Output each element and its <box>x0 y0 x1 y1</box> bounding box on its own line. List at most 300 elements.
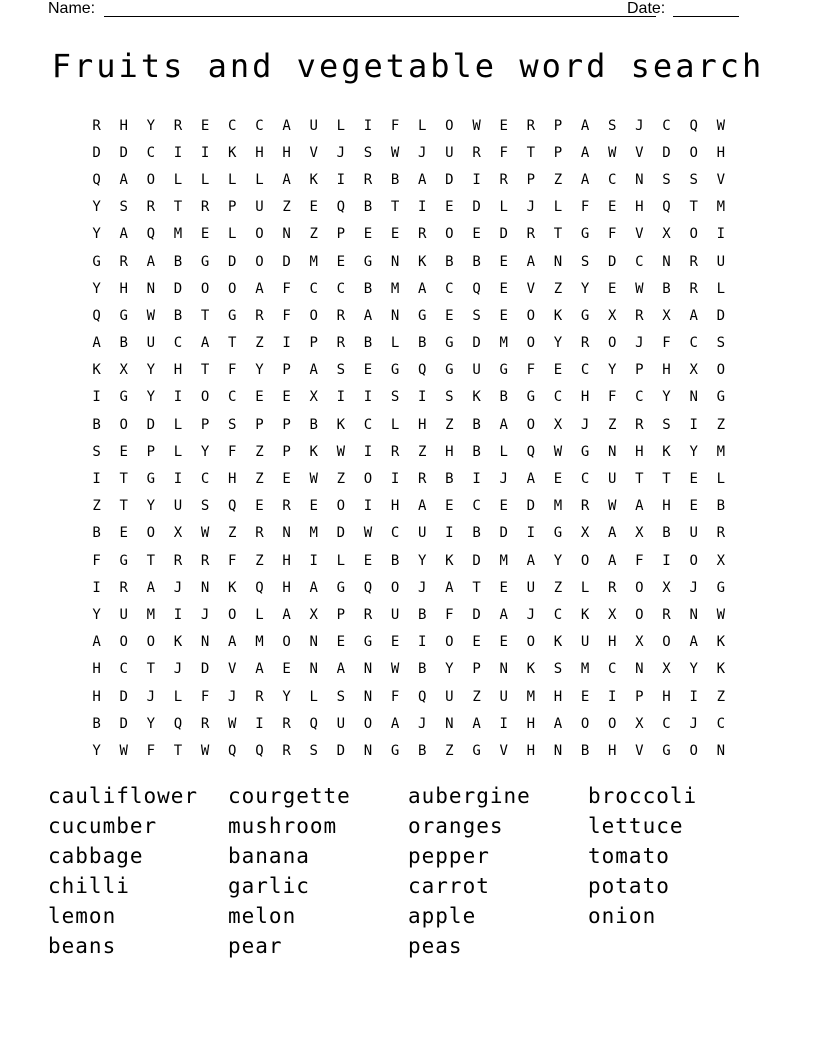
grid-letter: C <box>228 389 237 406</box>
grid-letter: H <box>418 416 427 433</box>
grid-letter: A <box>580 171 590 188</box>
grid-letter: I <box>173 144 183 161</box>
grid-letter: I <box>499 715 508 732</box>
grid-letter: C <box>553 389 563 406</box>
grid-letter: H <box>635 443 644 460</box>
grid-letter: T <box>228 335 237 352</box>
grid-letter: H <box>526 742 536 759</box>
grid-letter: G <box>146 471 156 488</box>
grid-letter: F <box>499 144 508 161</box>
grid-letter: Z <box>255 471 264 488</box>
grid-letter: C <box>146 144 156 161</box>
grid-letter: B <box>472 253 481 270</box>
date-label: Date: <box>627 0 666 17</box>
grid-letter: U <box>445 144 454 161</box>
grid-letter: Z <box>418 443 427 460</box>
grid-letter: N <box>309 661 318 678</box>
grid-letter: R <box>146 199 156 216</box>
grid-letter: O <box>526 335 536 352</box>
grid-letter: F <box>608 226 617 243</box>
grid-letter: S <box>580 253 590 270</box>
grid-letter: I <box>608 688 617 705</box>
grid-letter: E <box>390 634 400 651</box>
grid-letter: D <box>472 606 481 623</box>
grid-letter: M <box>146 606 156 623</box>
grid-letter: N <box>499 661 508 678</box>
grid-letter: P <box>255 416 264 433</box>
grid-letter: Z <box>716 416 726 433</box>
grid-letter: E <box>608 280 617 297</box>
grid-letter: X <box>608 606 617 623</box>
grid-letter: C <box>119 661 128 678</box>
grid-letter: X <box>662 661 671 678</box>
grid-letter: O <box>445 117 454 134</box>
grid-letter: P <box>282 362 291 379</box>
grid-letter: W <box>200 525 210 542</box>
grid-letter: O <box>445 226 454 243</box>
word-list-item: broccoli <box>588 784 698 808</box>
grid-letter: O <box>608 715 617 732</box>
grid-letter: K <box>228 579 237 596</box>
grid-letter: F <box>580 199 590 216</box>
grid-letter: M <box>390 280 400 297</box>
grid-letter: W <box>716 117 726 134</box>
grid-letter: P <box>526 171 536 188</box>
grid-letter: I <box>418 199 427 216</box>
word-list-item: melon <box>228 904 297 928</box>
grid-letter: S <box>200 498 210 515</box>
page-title: Fruits and vegetable word search <box>51 47 765 85</box>
grid-letter: R <box>418 226 427 243</box>
grid-letter: Y <box>689 443 698 460</box>
grid-letter: N <box>635 171 644 188</box>
grid-letter: T <box>146 552 156 569</box>
grid-letter: A <box>336 661 346 678</box>
grid-letter: C <box>635 389 644 406</box>
grid-letter: H <box>282 144 291 161</box>
grid-letter: Q <box>418 688 427 705</box>
grid-letter: R <box>282 742 291 759</box>
grid-letter: U <box>418 525 427 542</box>
grid-letter: A <box>580 117 590 134</box>
grid-letter: D <box>445 171 454 188</box>
grid-letter: C <box>228 117 237 134</box>
grid-letter: H <box>282 552 291 569</box>
grid-letter: K <box>662 443 671 460</box>
grid-letter: B <box>363 199 373 216</box>
word-list-item: peas <box>408 934 463 958</box>
grid-letter: F <box>228 362 237 379</box>
grid-letter: F <box>92 552 101 569</box>
grid-letter: E <box>363 362 373 379</box>
grid-letter: I <box>173 471 183 488</box>
grid-letter: O <box>200 280 210 297</box>
grid-letter: Q <box>173 715 183 732</box>
grid-letter: U <box>255 199 264 216</box>
grid-letter: W <box>472 117 481 134</box>
grid-letter: M <box>716 443 726 460</box>
grid-letter: P <box>282 416 291 433</box>
grid-letter: W <box>309 471 318 488</box>
grid-letter: T <box>553 226 563 243</box>
grid-letter: U <box>499 688 508 705</box>
grid-letter: L <box>553 199 563 216</box>
grid-letter: J <box>336 144 346 161</box>
grid-letter: J <box>418 144 427 161</box>
grid-letter: B <box>309 416 318 433</box>
grid-letter: A <box>499 606 508 623</box>
grid-letter: A <box>499 416 508 433</box>
grid-letter: W <box>363 525 373 542</box>
grid-letter: R <box>255 688 264 705</box>
grid-letter: V <box>635 144 644 161</box>
word-list-item: lemon <box>48 904 117 928</box>
grid-letter: U <box>608 471 617 488</box>
grid-letter: K <box>445 552 454 569</box>
grid-letter: L <box>228 171 237 188</box>
grid-letter: K <box>716 634 726 651</box>
grid-letter: O <box>336 498 346 515</box>
grid-letter: E <box>336 253 346 270</box>
grid-letter: E <box>309 498 318 515</box>
grid-letter: R <box>662 606 671 623</box>
grid-letter: N <box>309 634 318 651</box>
grid-letter: F <box>282 307 291 324</box>
word-list-item: pear <box>228 934 283 958</box>
grid-letter: Y <box>146 498 156 515</box>
grid-letter: A <box>363 307 373 324</box>
grid-letter: B <box>716 498 726 515</box>
grid-letter: X <box>662 226 671 243</box>
grid-letter: A <box>200 335 210 352</box>
grid-letter: B <box>445 253 454 270</box>
grid-letter: B <box>580 742 590 759</box>
grid-letter: L <box>173 416 183 433</box>
grid-letter: E <box>689 498 698 515</box>
grid-letter: V <box>635 226 644 243</box>
grid-letter: R <box>635 307 644 324</box>
grid-letter: C <box>689 335 698 352</box>
grid-letter: N <box>282 525 291 542</box>
grid-letter: L <box>390 416 400 433</box>
grid-letter: G <box>363 634 373 651</box>
grid-letter: D <box>608 253 617 270</box>
grid-letter: L <box>309 688 318 705</box>
grid-letter: G <box>499 362 508 379</box>
grid-letter: B <box>472 525 481 542</box>
grid-letter: Y <box>445 661 454 678</box>
grid-letter: G <box>580 307 590 324</box>
grid-letter: A <box>580 144 590 161</box>
grid-letter: A <box>228 634 237 651</box>
grid-letter: Z <box>445 416 454 433</box>
word-list-item: beans <box>48 934 117 958</box>
grid-letter: I <box>526 525 536 542</box>
grid-letter: S <box>309 742 318 759</box>
grid-letter: O <box>146 525 156 542</box>
grid-letter: X <box>635 715 644 732</box>
grid-letter: N <box>553 742 563 759</box>
grid-letter: N <box>445 715 454 732</box>
grid-letter: C <box>662 117 671 134</box>
grid-letter: N <box>363 661 373 678</box>
grid-letter: U <box>173 498 183 515</box>
grid-letter: L <box>499 443 508 460</box>
grid-letter: R <box>336 335 346 352</box>
grid-letter: Z <box>608 416 617 433</box>
grid-letter: B <box>472 416 481 433</box>
grid-letter: Y <box>92 606 101 623</box>
grid-letter: Q <box>92 307 101 324</box>
grid-letter: T <box>472 579 481 596</box>
grid-letter: S <box>553 661 563 678</box>
grid-letter: J <box>526 199 536 216</box>
grid-letter: E <box>282 389 291 406</box>
grid-letter: J <box>499 471 508 488</box>
grid-letter: O <box>445 634 454 651</box>
grid-letter: J <box>418 579 427 596</box>
word-list-item: cabbage <box>48 844 144 868</box>
grid-letter: S <box>390 389 400 406</box>
grid-letter: L <box>255 606 264 623</box>
grid-letter: V <box>499 742 508 759</box>
grid-letter: A <box>390 715 400 732</box>
grid-letter: U <box>146 335 156 352</box>
grid-letter: L <box>716 280 726 297</box>
grid-letter: J <box>689 715 698 732</box>
grid-letter: E <box>553 471 563 488</box>
word-list-item: lettuce <box>588 814 684 838</box>
grid-letter: A <box>418 498 427 515</box>
grid-letter: N <box>608 443 617 460</box>
grid-letter: E <box>499 307 508 324</box>
grid-letter: K <box>228 144 237 161</box>
grid-letter: X <box>309 606 318 623</box>
grid-letter: E <box>363 226 373 243</box>
word-list-item: mushroom <box>228 814 338 838</box>
grid-letter: Z <box>445 742 454 759</box>
name-label: Name: <box>48 0 96 17</box>
grid-letter: C <box>445 280 454 297</box>
grid-letter: O <box>608 335 617 352</box>
grid-letter: I <box>472 171 481 188</box>
grid-letter: Z <box>228 525 237 542</box>
grid-letter: N <box>200 634 210 651</box>
grid-letter: O <box>200 389 210 406</box>
grid-letter: L <box>580 579 590 596</box>
grid-letter: F <box>662 335 671 352</box>
grid-letter: Z <box>553 280 563 297</box>
grid-letter: K <box>716 661 726 678</box>
grid-letter: V <box>309 144 318 161</box>
grid-letter: F <box>608 389 617 406</box>
grid-letter: I <box>363 117 373 134</box>
grid-letter: J <box>146 688 156 705</box>
grid-letter: Y <box>92 280 101 297</box>
grid-letter: S <box>363 144 373 161</box>
grid-letter: X <box>309 389 318 406</box>
grid-letter: E <box>119 525 128 542</box>
grid-letter: G <box>119 389 128 406</box>
grid-letter: S <box>662 416 671 433</box>
grid-letter: Z <box>553 171 563 188</box>
grid-letter: R <box>418 471 427 488</box>
grid-letter: Q <box>418 362 427 379</box>
grid-letter: F <box>390 117 400 134</box>
word-list-item: pepper <box>408 844 490 868</box>
grid-letter: A <box>92 335 101 352</box>
grid-letter: E <box>580 688 590 705</box>
grid-letter: K <box>553 634 563 651</box>
grid-letter: Y <box>146 362 156 379</box>
grid-letter: Z <box>255 443 264 460</box>
grid-letter: R <box>282 715 291 732</box>
grid-letter: I <box>309 552 318 569</box>
grid-letter: Z <box>282 199 291 216</box>
grid-letter: I <box>445 525 454 542</box>
grid-letter: Q <box>309 715 318 732</box>
grid-letter: R <box>200 199 210 216</box>
grid-letter: G <box>662 742 671 759</box>
grid-letter: S <box>445 389 454 406</box>
grid-letter: W <box>608 498 617 515</box>
grid-letter: N <box>716 742 726 759</box>
grid-letter: E <box>608 199 617 216</box>
grid-letter: F <box>445 606 454 623</box>
grid-letter: O <box>255 226 264 243</box>
grid-letter: L <box>200 171 210 188</box>
grid-letter: B <box>418 335 427 352</box>
grid-letter: A <box>418 280 427 297</box>
word-list-item: cucumber <box>48 814 158 838</box>
grid-letter: P <box>553 117 563 134</box>
grid-letter: M <box>173 226 183 243</box>
grid-letter: B <box>92 715 101 732</box>
grid-letter: E <box>499 117 508 134</box>
grid-letter: Z <box>553 579 563 596</box>
grid-letter: H <box>580 389 590 406</box>
grid-letter: L <box>336 117 346 134</box>
grid-letter: T <box>119 471 128 488</box>
grid-letter: O <box>635 579 644 596</box>
grid-letter: K <box>173 634 183 651</box>
grid-letter: S <box>608 117 617 134</box>
grid-letter: X <box>635 525 644 542</box>
grid-letter: G <box>363 253 373 270</box>
grid-letter: H <box>92 661 101 678</box>
grid-letter: I <box>363 498 373 515</box>
grid-letter: N <box>363 688 373 705</box>
grid-letter: E <box>200 226 210 243</box>
grid-letter: D <box>119 688 128 705</box>
grid-letter: J <box>173 661 183 678</box>
grid-letter: F <box>146 742 156 759</box>
name-blank-line <box>104 16 656 17</box>
grid-letter: R <box>200 715 210 732</box>
grid-letter: J <box>580 416 590 433</box>
grid-letter: U <box>309 117 318 134</box>
grid-letter: R <box>336 307 346 324</box>
grid-letter: R <box>92 117 101 134</box>
grid-letter: H <box>553 688 563 705</box>
grid-letter: Y <box>200 443 210 460</box>
grid-letter: T <box>662 471 671 488</box>
grid-letter: H <box>119 117 128 134</box>
word-list-item: oranges <box>408 814 504 838</box>
grid-letter: A <box>526 253 536 270</box>
grid-letter: T <box>689 199 698 216</box>
grid-letter: A <box>92 634 101 651</box>
grid-letter: J <box>200 606 210 623</box>
grid-letter: I <box>336 171 346 188</box>
grid-letter: E <box>445 199 454 216</box>
grid-letter: Y <box>146 117 156 134</box>
grid-letter: D <box>472 335 481 352</box>
grid-letter: T <box>390 199 400 216</box>
grid-letter: I <box>472 471 481 488</box>
grid-letter: X <box>689 362 698 379</box>
grid-letter: Q <box>526 443 536 460</box>
grid-letter: Y <box>255 362 264 379</box>
grid-letter: H <box>662 498 671 515</box>
grid-letter: W <box>716 606 726 623</box>
grid-letter: S <box>472 307 481 324</box>
grid-letter: T <box>635 471 644 488</box>
grid-letter: H <box>635 199 644 216</box>
grid-letter: G <box>526 389 536 406</box>
grid-letter: M <box>309 525 318 542</box>
grid-letter: D <box>336 525 346 542</box>
grid-letter: O <box>146 634 156 651</box>
grid-letter: K <box>336 416 346 433</box>
grid-letter: L <box>228 226 237 243</box>
grid-letter: G <box>553 525 563 542</box>
grid-letter: W <box>390 661 400 678</box>
grid-letter: K <box>309 443 318 460</box>
grid-letter: R <box>173 552 183 569</box>
grid-letter: O <box>282 634 291 651</box>
grid-letter: I <box>92 471 101 488</box>
grid-letter: S <box>689 171 698 188</box>
grid-letter: C <box>255 117 264 134</box>
grid-letter: K <box>418 253 427 270</box>
grid-letter: O <box>255 253 264 270</box>
grid-letter: A <box>553 715 563 732</box>
grid-letter: B <box>662 280 671 297</box>
grid-letter: J <box>228 688 237 705</box>
grid-letter: T <box>200 307 210 324</box>
grid-letter: T <box>119 498 128 515</box>
grid-letter: R <box>499 171 508 188</box>
grid-letter: U <box>390 606 400 623</box>
grid-letter: F <box>526 362 536 379</box>
grid-letter: X <box>662 579 671 596</box>
grid-letter: D <box>200 661 210 678</box>
grid-letter: A <box>526 552 536 569</box>
grid-letter: N <box>390 253 400 270</box>
grid-letter: D <box>499 226 508 243</box>
grid-letter: I <box>200 144 210 161</box>
grid-letter: D <box>119 144 128 161</box>
grid-letter: G <box>92 253 101 270</box>
grid-letter: P <box>228 199 237 216</box>
grid-letter: B <box>173 307 183 324</box>
grid-letter: O <box>580 552 590 569</box>
grid-letter: A <box>689 307 698 324</box>
grid-letter: S <box>336 362 346 379</box>
grid-letter: N <box>363 742 373 759</box>
word-list-item: courgette <box>228 784 351 808</box>
